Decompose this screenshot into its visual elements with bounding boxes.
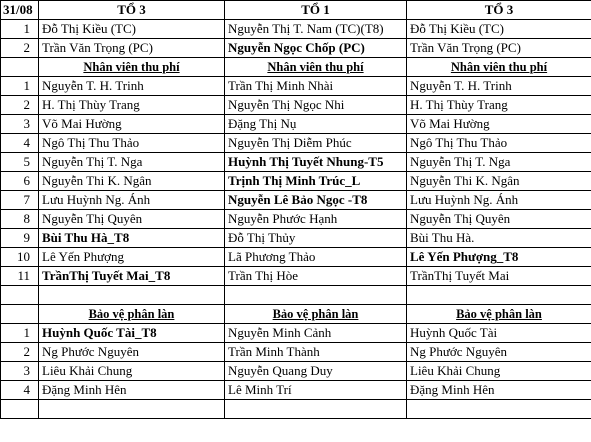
name-cell-team-3[interactable]: Nguyễn T. H. Trinh xyxy=(407,77,591,96)
name-cell-team-2[interactable]: Nguyễn Quang Duy xyxy=(225,362,407,381)
name-cell-team-2[interactable]: Nguyễn Lê Bảo Ngọc -T8 xyxy=(225,191,407,210)
row-number-cell[interactable]: 4 xyxy=(1,381,39,400)
empty-cell[interactable] xyxy=(1,286,39,305)
empty-cell[interactable] xyxy=(407,286,591,305)
section-title-cell[interactable]: Nhân viên thu phí xyxy=(225,58,407,77)
team-header-2[interactable]: TỔ 1 xyxy=(225,1,407,20)
name-cell-team-2[interactable]: Nguyễn Ngọc Chốp (PC) xyxy=(225,39,407,58)
row-number-cell[interactable]: 2 xyxy=(1,96,39,115)
row-number-cell[interactable]: 2 xyxy=(1,343,39,362)
fee-staff-row xyxy=(1,191,591,210)
row-number-cell[interactable]: 6 xyxy=(1,172,39,191)
name-cell-team-1[interactable]: Ng Phước Nguyên xyxy=(39,343,225,362)
name-cell-team-3[interactable]: Bùi Thu Hà. xyxy=(407,229,591,248)
name-cell-team-2[interactable]: Nguyễn Thị Ngọc Nhi xyxy=(225,96,407,115)
name-cell-team-3[interactable]: TrầnThị Tuyết Mai xyxy=(407,267,591,286)
row-number-cell[interactable]: 10 xyxy=(1,248,39,267)
leader-row xyxy=(1,20,591,39)
row-number-cell[interactable]: 9 xyxy=(1,229,39,248)
name-cell-team-1[interactable]: Võ Mai Hường xyxy=(39,115,225,134)
name-cell-team-1[interactable]: Lưu Huỳnh Ng. Ánh xyxy=(39,191,225,210)
name-cell-team-2[interactable]: Nguyễn Phước Hạnh xyxy=(225,210,407,229)
section-header-fee-staff xyxy=(1,58,591,77)
row-number-cell[interactable]: 1 xyxy=(1,324,39,343)
section-header-guards xyxy=(1,305,591,324)
empty-cell[interactable] xyxy=(407,400,591,419)
name-cell-team-3[interactable]: Trần Văn Trọng (PC) xyxy=(407,39,591,58)
date-cell[interactable]: 31/08 xyxy=(1,1,39,20)
name-cell-team-3[interactable]: Nguyễn Thị T. Nga xyxy=(407,153,591,172)
name-cell-team-2[interactable]: Trần Minh Thành xyxy=(225,343,407,362)
name-cell-team-3[interactable]: Đặng Minh Hên xyxy=(407,381,591,400)
name-cell-team-3[interactable]: Nguyễn Thị Quyên xyxy=(407,210,591,229)
row-number-cell[interactable]: 7 xyxy=(1,191,39,210)
name-cell-team-2[interactable]: Lã Phương Thảo xyxy=(225,248,407,267)
fee-staff-row xyxy=(1,115,591,134)
name-cell-team-3[interactable]: Đỗ Thị Kiều (TC) xyxy=(407,20,591,39)
name-cell-team-3[interactable]: Huỳnh Quốc Tài xyxy=(407,324,591,343)
empty-cell[interactable] xyxy=(1,58,39,77)
row-number-cell[interactable]: 3 xyxy=(1,362,39,381)
empty-cell[interactable] xyxy=(225,400,407,419)
fee-staff-row xyxy=(1,77,591,96)
row-number-cell[interactable]: 2 xyxy=(1,39,39,58)
name-cell-team-2[interactable]: Nguyễn Thị T. Nam (TC)(T8) xyxy=(225,20,407,39)
section-title-cell[interactable]: Bảo vệ phân làn xyxy=(39,305,225,324)
fee-staff-row xyxy=(1,134,591,153)
section-title-cell[interactable]: Bảo vệ phân làn xyxy=(407,305,591,324)
fee-staff-row xyxy=(1,210,591,229)
team-header-1[interactable]: TỔ 3 xyxy=(39,1,225,20)
row-number-cell[interactable]: 1 xyxy=(1,20,39,39)
row-number-cell[interactable]: 8 xyxy=(1,210,39,229)
fee-staff-row xyxy=(1,96,591,115)
guard-row xyxy=(1,362,591,381)
leader-row xyxy=(1,39,591,58)
name-cell-team-3[interactable]: Lưu Huỳnh Ng. Ánh xyxy=(407,191,591,210)
name-cell-team-2[interactable]: Trần Thị Hòe xyxy=(225,267,407,286)
fee-staff-row xyxy=(1,153,591,172)
fee-staff-row xyxy=(1,172,591,191)
row-number-cell[interactable]: 3 xyxy=(1,115,39,134)
name-cell-team-3[interactable]: H. Thị Thùy Trang xyxy=(407,96,591,115)
section-title-cell[interactable]: Nhân viên thu phí xyxy=(39,58,225,77)
blank-row xyxy=(1,286,591,305)
name-cell-team-3[interactable]: Ngô Thị Thu Thảo xyxy=(407,134,591,153)
empty-cell[interactable] xyxy=(1,400,39,419)
guard-row xyxy=(1,381,591,400)
name-cell-team-1[interactable]: Nguyễn Thị T. Nga xyxy=(39,153,225,172)
section-title-cell[interactable]: Nhân viên thu phí xyxy=(407,58,591,77)
name-cell-team-2[interactable]: Huỳnh Thị Tuyết Nhung-T5 xyxy=(225,153,407,172)
team-header-3[interactable]: TỔ 3 xyxy=(407,1,591,20)
name-cell-team-1[interactable]: Đỗ Thị Kiều (TC) xyxy=(39,20,225,39)
name-cell-team-3[interactable]: Lê Yến Phượng_T8 xyxy=(407,248,591,267)
name-cell-team-1[interactable]: Huỳnh Quốc Tài_T8 xyxy=(39,324,225,343)
row-number-cell[interactable]: 5 xyxy=(1,153,39,172)
name-cell-team-1[interactable]: Đặng Minh Hên xyxy=(39,381,225,400)
name-cell-team-3[interactable]: Võ Mai Hường xyxy=(407,115,591,134)
name-cell-team-2[interactable]: Trịnh Thị Minh Trúc_L xyxy=(225,172,407,191)
header-row xyxy=(1,1,591,20)
name-cell-team-1[interactable]: Nguyễn Thi K. Ngân xyxy=(39,172,225,191)
name-cell-team-2[interactable]: Nguyễn Minh Cảnh xyxy=(225,324,407,343)
row-number-cell[interactable]: 11 xyxy=(1,267,39,286)
row-number-cell[interactable]: 1 xyxy=(1,77,39,96)
empty-cell[interactable] xyxy=(1,305,39,324)
name-cell-team-1[interactable]: H. Thị Thùy Trang xyxy=(39,96,225,115)
row-number-cell[interactable]: 4 xyxy=(1,134,39,153)
name-cell-team-1[interactable]: Liêu Khải Chung xyxy=(39,362,225,381)
name-cell-team-2[interactable]: Đỗ Thị Thủy xyxy=(225,229,407,248)
name-cell-team-1[interactable]: Nguyễn Thị Quyên xyxy=(39,210,225,229)
empty-cell[interactable] xyxy=(225,286,407,305)
empty-cell[interactable] xyxy=(39,400,225,419)
name-cell-team-1[interactable]: Bùi Thu Hà_T8 xyxy=(39,229,225,248)
name-cell-team-3[interactable]: Nguyễn Thi K. Ngân xyxy=(407,172,591,191)
name-cell-team-2[interactable]: Trần Thị Minh Nhài xyxy=(225,77,407,96)
empty-cell[interactable] xyxy=(39,286,225,305)
guard-row xyxy=(1,343,591,362)
name-cell-team-3[interactable]: Ng Phước Nguyên xyxy=(407,343,591,362)
fee-staff-row xyxy=(1,267,591,286)
name-cell-team-2[interactable]: Lê Minh Trí xyxy=(225,381,407,400)
fee-staff-row xyxy=(1,229,591,248)
name-cell-team-1[interactable]: Nguyễn T. H. Trinh xyxy=(39,77,225,96)
name-cell-team-1[interactable]: TrầnThị Tuyết Mai_T8 xyxy=(39,267,225,286)
blank-row xyxy=(1,400,591,419)
name-cell-team-2[interactable]: Đặng Thị Nụ xyxy=(225,115,407,134)
guard-row xyxy=(1,324,591,343)
section-title-cell[interactable]: Bảo vệ phân làn xyxy=(225,305,407,324)
name-cell-team-1[interactable]: Trần Văn Trọng (PC) xyxy=(39,39,225,58)
fee-staff-row xyxy=(1,248,591,267)
name-cell-team-1[interactable]: Ngô Thị Thu Thảo xyxy=(39,134,225,153)
name-cell-team-2[interactable]: Nguyễn Thị Diễm Phúc xyxy=(225,134,407,153)
name-cell-team-1[interactable]: Lê Yến Phượng xyxy=(39,248,225,267)
name-cell-team-3[interactable]: Liêu Khải Chung xyxy=(407,362,591,381)
